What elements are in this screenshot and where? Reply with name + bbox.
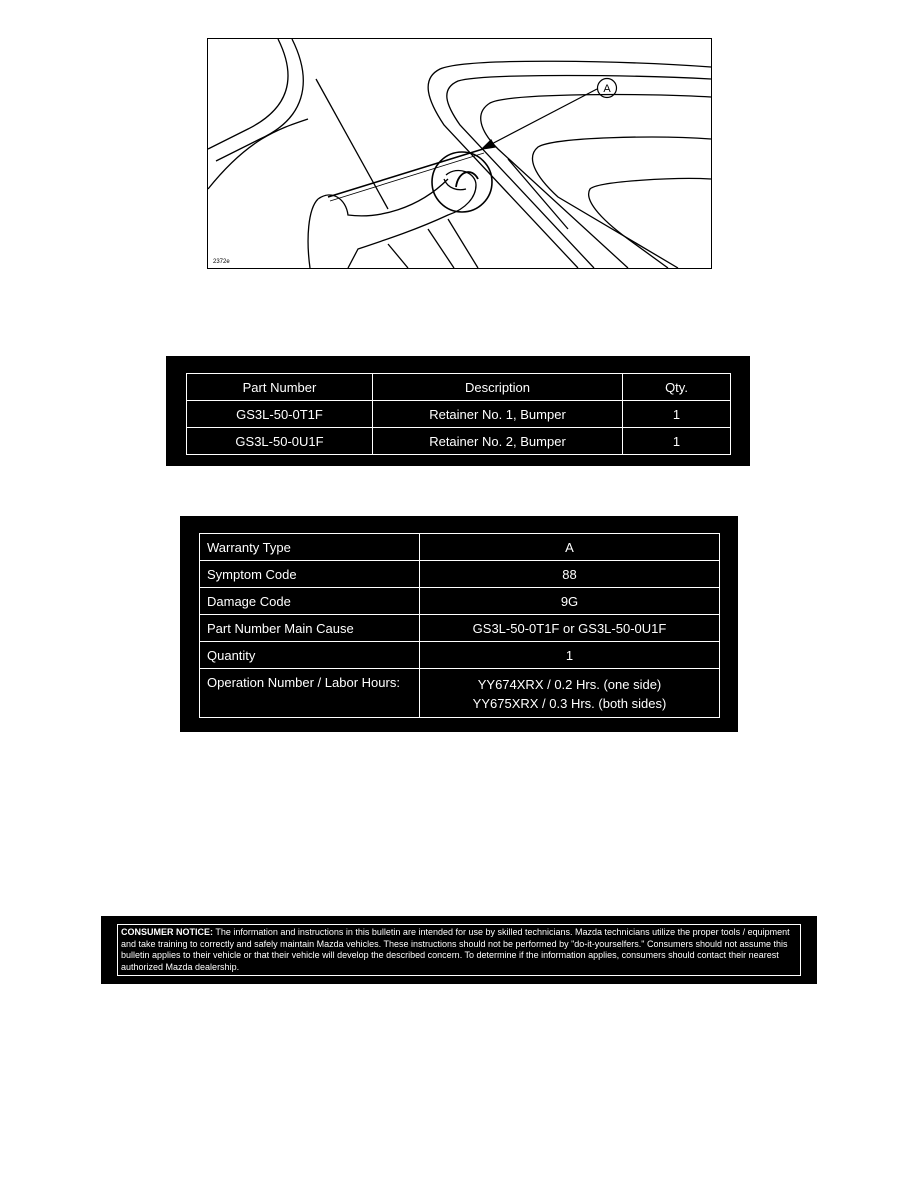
warranty-info-panel bbox=[180, 516, 738, 732]
warranty-value: 1 bbox=[420, 642, 720, 669]
callout-label: A bbox=[603, 83, 611, 95]
warranty-value: A bbox=[420, 534, 720, 561]
table-row bbox=[200, 588, 720, 615]
warranty-value: GS3L-50-0T1F or GS3L-50-0U1F bbox=[420, 615, 720, 642]
labor-hours-one-side: YY674XRX / 0.2 Hrs. (one side) bbox=[477, 677, 662, 692]
warranty-label: Symptom Code bbox=[200, 561, 420, 588]
table-row bbox=[200, 669, 720, 718]
table-row bbox=[200, 534, 720, 561]
consumer-notice-text: The information and instructions in this bulletin are intended for use by skilled technicians. Mazda technicians utilize the proper tools / equipment and take training to correctly and safely maintain Mazda vehicles. These instructions should not be performed by "do-it-yourselfers." Consumers should not assume this bulletin applies to their vehicle or that their vehicle will develop the described concern. To determine if the information applies, consumers should contact their nearest authorized Mazda dealership. bbox=[121, 927, 790, 972]
warranty-label: Damage Code bbox=[200, 588, 420, 615]
table-row bbox=[200, 561, 720, 588]
figure-code: 2372e bbox=[213, 259, 230, 265]
table-row bbox=[200, 642, 720, 669]
qty-cell: 1 bbox=[623, 428, 731, 455]
labor-hours-both-sides: YY675XRX / 0.3 Hrs. (both sides) bbox=[472, 696, 667, 711]
warranty-label: Operation Number / Labor Hours: bbox=[200, 669, 420, 718]
bumper-edge-line bbox=[208, 39, 288, 149]
bumper-surface-line bbox=[208, 119, 308, 189]
part-number-cell: GS3L-50-0T1F bbox=[187, 401, 373, 428]
qty-cell: 1 bbox=[623, 401, 731, 428]
part-number-cell: GS3L-50-0U1F bbox=[187, 428, 373, 455]
warranty-value: 9G bbox=[420, 588, 720, 615]
parts-info-panel bbox=[166, 356, 750, 466]
warranty-table bbox=[199, 533, 720, 718]
warranty-label: Quantity bbox=[200, 642, 420, 669]
warranty-value bbox=[420, 669, 720, 718]
warranty-label: Warranty Type bbox=[200, 534, 420, 561]
consumer-notice-box bbox=[117, 924, 801, 976]
description-cell: Retainer No. 1, Bumper bbox=[373, 401, 623, 428]
warranty-label: Part Number Main Cause bbox=[200, 615, 420, 642]
parts-table bbox=[186, 373, 731, 455]
detail-circle bbox=[432, 152, 492, 212]
warranty-value: 88 bbox=[420, 561, 720, 588]
illustration-figure bbox=[207, 38, 712, 269]
consumer-notice-heading: CONSUMER NOTICE: bbox=[121, 927, 213, 937]
lamp-housing-outline bbox=[428, 61, 711, 268]
column-header-part-number: Part Number bbox=[187, 374, 373, 401]
consumer-notice-panel bbox=[101, 916, 817, 984]
table-row bbox=[187, 428, 731, 455]
retainer-removal-illustration bbox=[208, 39, 711, 268]
description-cell: Retainer No. 2, Bumper bbox=[373, 428, 623, 455]
hand bbox=[308, 199, 318, 268]
table-row bbox=[200, 615, 720, 642]
column-header-description: Description bbox=[373, 374, 623, 401]
table-row bbox=[187, 401, 731, 428]
column-header-qty: Qty. bbox=[623, 374, 731, 401]
parts-table-header-row bbox=[187, 374, 731, 401]
